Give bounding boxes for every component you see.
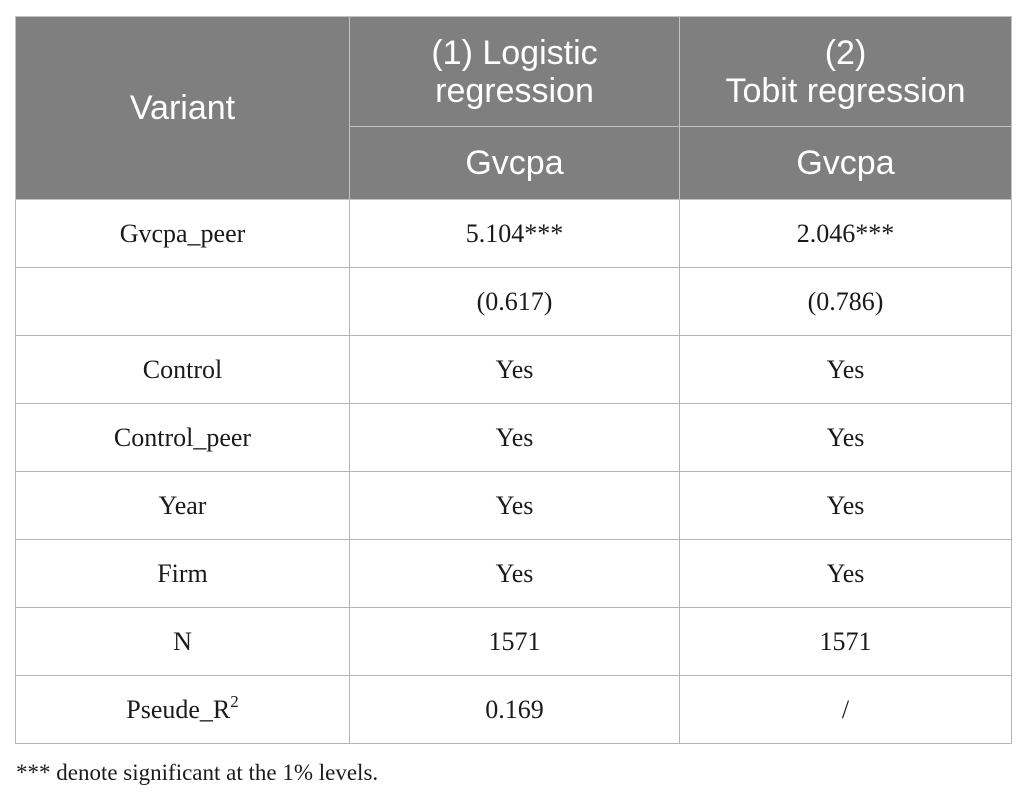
- model1-title-line1: (1) Logistic: [431, 33, 598, 72]
- model2-value-cell: Yes: [680, 336, 1012, 404]
- row-label-superscript: 2: [230, 691, 239, 711]
- header-row-models: [16, 17, 1012, 127]
- model1-value-cell: Yes: [350, 336, 680, 404]
- row-label-cell: [16, 404, 350, 472]
- model1-title-line2: regression: [435, 71, 594, 110]
- row-label-cell: [16, 336, 350, 404]
- row-label-cell: [16, 608, 350, 676]
- table-row: [16, 336, 1012, 404]
- model2-value-cell: Yes: [680, 540, 1012, 608]
- model1-value-cell: Yes: [350, 540, 680, 608]
- model2-header: [680, 17, 1012, 127]
- model1-value-cell: Yes: [350, 472, 680, 540]
- row-label: N: [173, 626, 192, 656]
- row-label-cell: [16, 472, 350, 540]
- row-label: Gvcpa_peer: [119, 218, 246, 248]
- table-row: [16, 200, 1012, 268]
- table-row: [16, 608, 1012, 676]
- table-footnote: *** denote significant at the 1% levels.: [16, 760, 379, 785]
- row-label-cell: [16, 268, 350, 336]
- model2-title-line2: Tobit regression: [725, 71, 966, 110]
- model1-header: [350, 17, 680, 127]
- row-label-cell: [16, 676, 350, 744]
- model2-value-cell: 2.046***: [680, 200, 1012, 268]
- row-label: Control: [142, 354, 223, 384]
- variant-header: Variant: [16, 17, 350, 200]
- table-row: [16, 268, 1012, 336]
- model1-dependent-variable: Gvcpa: [350, 127, 680, 200]
- row-label: Pseude_R: [126, 694, 231, 724]
- model1-value-cell: (0.617): [350, 268, 680, 336]
- row-label-cell: [16, 540, 350, 608]
- table-row: [16, 540, 1012, 608]
- model2-title-line1: (2): [824, 33, 867, 72]
- model2-value-cell: 1571: [680, 608, 1012, 676]
- model1-value-cell: 1571: [350, 608, 680, 676]
- row-label-cell: [16, 200, 350, 268]
- row-label: Firm: [157, 558, 208, 588]
- table-header: [16, 17, 1012, 200]
- table-row: [16, 404, 1012, 472]
- model1-value-cell: 5.104***: [350, 200, 680, 268]
- model2-value-cell: (0.786): [680, 268, 1012, 336]
- model2-dependent-variable: Gvcpa: [680, 127, 1012, 200]
- model2-value-cell: Yes: [680, 472, 1012, 540]
- table-row: [16, 472, 1012, 540]
- model1-value-cell: 0.169: [350, 676, 680, 744]
- model2-value-cell: Yes: [680, 404, 1012, 472]
- model2-value-cell: /: [680, 676, 1012, 744]
- row-label: Year: [158, 490, 207, 520]
- model1-value-cell: Yes: [350, 404, 680, 472]
- regression-results-table: [15, 16, 1012, 744]
- table-row: [16, 676, 1012, 744]
- row-label: Control_peer: [113, 422, 252, 452]
- table-body: [16, 200, 1012, 744]
